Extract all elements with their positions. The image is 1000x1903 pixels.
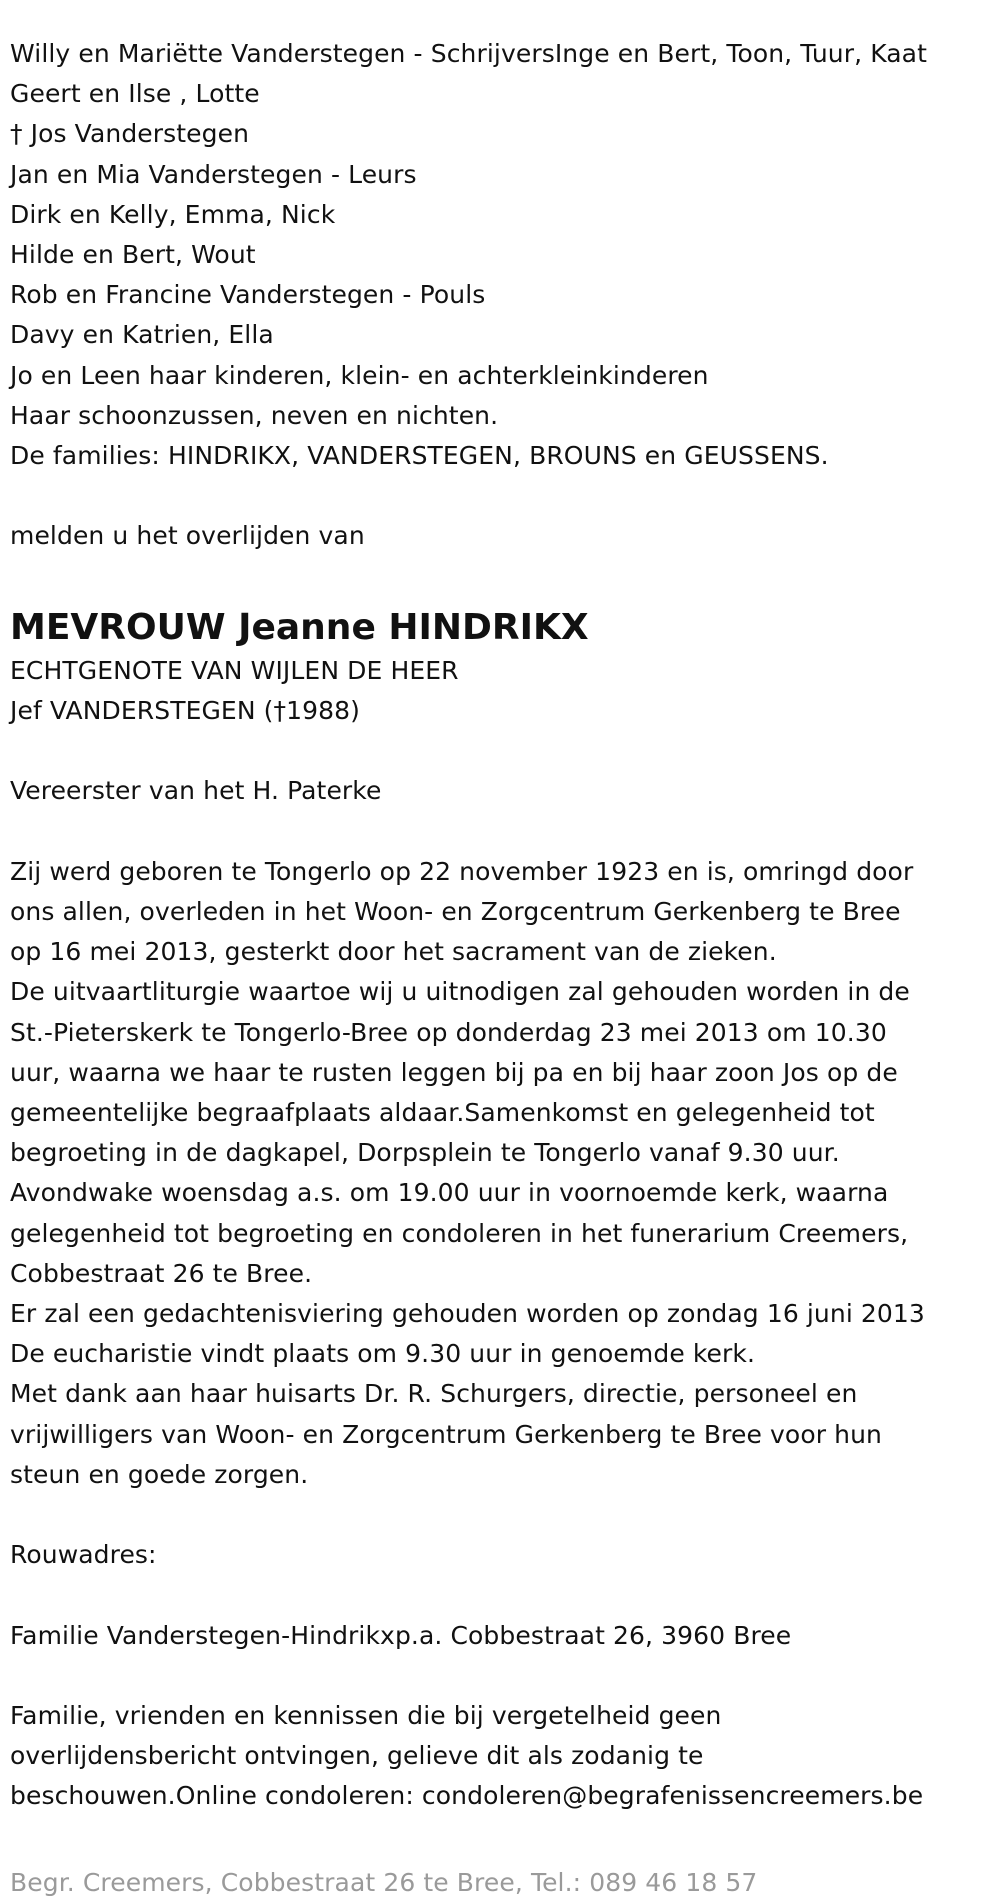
- body-line: Er zal een gedachtenisviering gehouden worden op zondag 16 juni 2013: [10, 1299, 925, 1329]
- deceased-subtitle: ECHTGENOTE VAN WIJLEN DE HEER: [10, 655, 459, 685]
- spacer: [10, 557, 990, 597]
- family-line: Jan en Mia Vanderstegen - Leurs: [10, 159, 417, 189]
- spacer: [10, 812, 990, 852]
- body-line: De eucharistie vindt plaats om 9.30 uur in genoemde kerk.: [10, 1339, 756, 1369]
- body-line: Met dank aan haar huisarts Dr. R. Schurgers, directie, personeel en: [10, 1379, 858, 1409]
- family-list: [10, 34, 990, 476]
- mourning-address: Familie Vanderstegen-Hindrikxp.a. Cobbestraat 26, 3960 Bree: [10, 1620, 792, 1650]
- body-line: gelegenheid tot begroeting en condoleren in het funerarium Creemers,: [10, 1218, 909, 1248]
- family-line: Willy en Mariëtte Vanderstegen - SchrijversInge en Bert, Toon, Tuur, Kaat: [10, 39, 928, 68]
- body-line: gemeentelijke begraafplaats aldaar.Samenkomst en gelegenheid tot: [10, 1098, 875, 1128]
- body-line: ons allen, overleden in het Woon- en Zorgcentrum Gerkenberg te Bree: [10, 897, 901, 926]
- obituary-body: [10, 852, 990, 1495]
- spacer: [10, 1575, 990, 1615]
- body-line: uur, waarna we haar te rusten leggen bij pa en bij haar zoon Jos op de: [10, 1057, 898, 1087]
- family-line: De families: HINDRIKX, VANDERSTEGEN, BROUNS en GEUSSENS.: [10, 441, 829, 471]
- deceased-spouse: Jef VANDERSTEGEN (†1988): [10, 696, 361, 726]
- spacer: [10, 1656, 990, 1696]
- body-line: Zij werd geboren te Tongerlo op 22 november 1923 en is, omringd door: [10, 856, 914, 886]
- announcement: melden u het overlijden van: [10, 521, 365, 551]
- family-line: † Jos Vanderstegen: [10, 119, 250, 149]
- spacer: [10, 731, 990, 771]
- closing-line: beschouwen.Online condoleren: condoleren@begrafenissencreemers.be: [10, 1781, 924, 1811]
- family-line: Hilde en Bert, Wout: [10, 240, 256, 270]
- body-line: vrijwilligers van Woon- en Zorgcentrum Gerkenberg te Bree voor hun: [10, 1419, 882, 1449]
- family-line: Geert en Ilse , Lotte: [10, 79, 260, 109]
- family-line: Haar schoonzussen, neven en nichten.: [10, 400, 499, 430]
- body-line: Avondwake woensdag a.s. om 19.00 uur in voornoemde kerk, waarna: [10, 1178, 889, 1208]
- spacer: [10, 1495, 990, 1535]
- deceased-name: MEVROUW Jeanne HINDRIKX: [10, 606, 589, 648]
- address-label: Rouwadres:: [10, 1540, 157, 1570]
- body-line: begroeting in de dagkapel, Dorpsplein te Tongerlo vanaf 9.30 uur.: [10, 1138, 840, 1168]
- funeral-home-footer: Begr. Creemers, Cobbestraat 26 te Bree, Tel.: 089 46 18 57: [10, 1867, 758, 1897]
- body-line: op 16 mei 2013, gesterkt door het sacrament van de zieken.: [10, 937, 777, 967]
- family-line: Rob en Francine Vanderstegen - Pouls: [10, 280, 486, 310]
- body-line: De uitvaartliturgie waartoe wij u uitnodigen zal gehouden worden in de: [10, 977, 910, 1007]
- spacer: [10, 476, 990, 516]
- family-line: Davy en Katrien, Ella: [10, 320, 274, 350]
- family-line: Jo en Leen haar kinderen, klein- en achterkleinkinderen: [10, 360, 709, 390]
- family-line: Dirk en Kelly, Emma, Nick: [10, 199, 336, 229]
- body-line: steun en goede zorgen.: [10, 1459, 309, 1489]
- closing-line: Familie, vrienden en kennissen die bij vergetelheid geen: [10, 1701, 722, 1731]
- closing-note: [10, 1696, 990, 1817]
- body-line: Cobbestraat 26 te Bree.: [10, 1258, 313, 1288]
- honorary-title: Vereerster van het H. Paterke: [10, 776, 382, 806]
- body-line: St.-Pieterskerk te Tongerlo-Bree op donderdag 23 mei 2013 om 10.30: [10, 1017, 887, 1047]
- closing-line: overlijdensbericht ontvingen, gelieve dit als zodanig te: [10, 1741, 704, 1771]
- spacer: [10, 1817, 990, 1857]
